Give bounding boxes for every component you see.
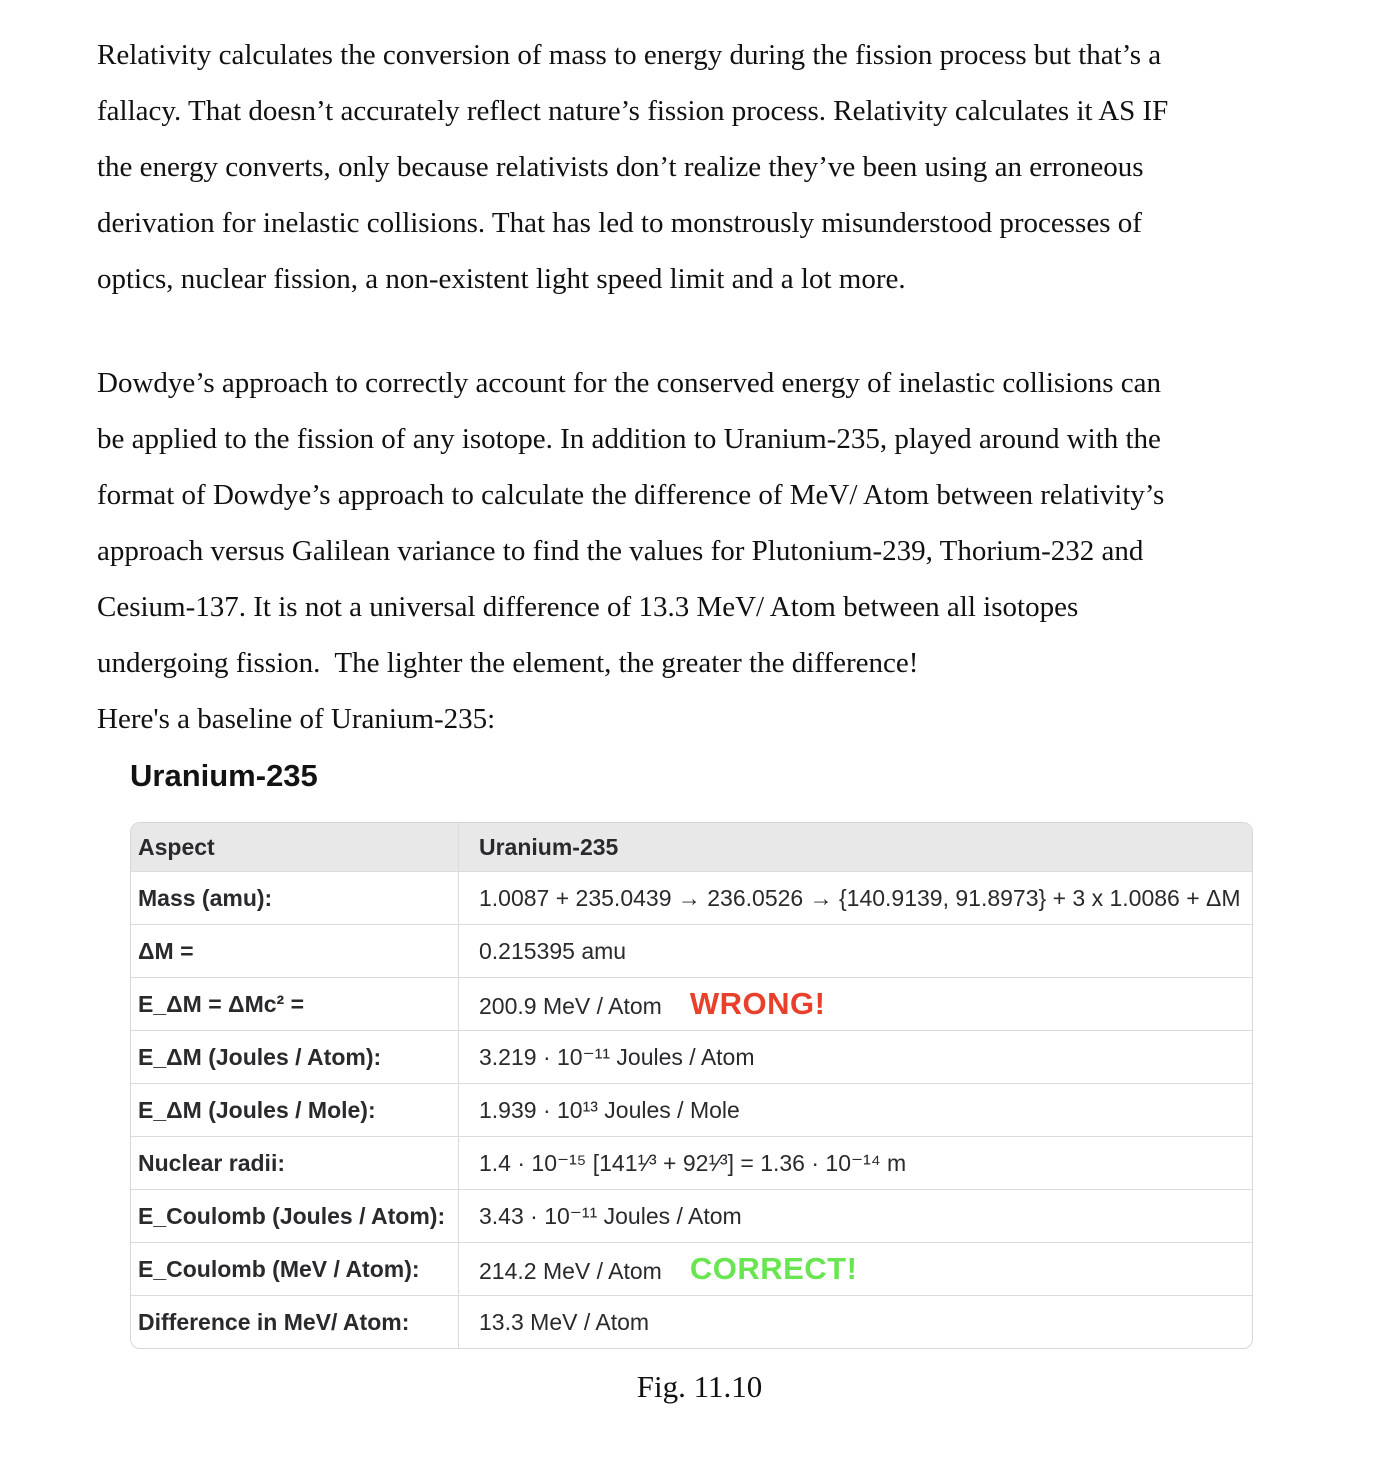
table-row <box>131 1136 1252 1189</box>
paragraph-1 <box>97 27 1302 307</box>
row-label: E_Coulomb (MeV / Atom): <box>131 1243 459 1295</box>
paragraph-2 <box>97 355 1302 747</box>
value-text: 200.9 MeV / Atom <box>479 993 662 1019</box>
row-label: E_Coulomb (Joules / Atom): <box>131 1190 459 1242</box>
row-label: Nuclear radii: <box>131 1137 459 1189</box>
figure-caption: Fig. 11.10 <box>636 1369 763 1404</box>
figure-block <box>97 757 1302 1409</box>
row-value <box>459 978 1252 1030</box>
row-label: E_ΔM (Joules / Atom): <box>131 1031 459 1083</box>
text-line: Cesium-137. It is not a universal difference of 13.3 MeV/ Atom between all isotopes <box>97 591 1079 623</box>
intro-line: Here's a baseline of Uranium-235: <box>97 703 496 735</box>
row-value <box>459 1137 1252 1189</box>
row-label: ΔM = <box>131 925 459 977</box>
text-line: derivation for inelastic collisions. That has led to monstrously misunderstood processes of <box>97 207 1142 239</box>
row-label: Difference in MeV/ Atom: <box>131 1296 459 1348</box>
table-row <box>131 924 1252 977</box>
value-text: 13.3 MeV / Atom <box>479 1309 650 1335</box>
table-header-row <box>131 823 1252 871</box>
row-value <box>459 1243 1252 1295</box>
value-text: 0.215395 amu <box>479 938 627 964</box>
header-value: Uranium-235 <box>479 834 619 860</box>
row-value <box>459 1190 1252 1242</box>
text-line: approach versus Galilean variance to find the values for Plutonium-239, Thorium-232 and <box>97 535 1144 567</box>
row-value <box>459 925 1252 977</box>
text-line: undergoing fission. The lighter the element, the greater the difference! <box>97 647 919 679</box>
correct-annotation: CORRECT! <box>689 1251 858 1286</box>
value-text: 1.0087 + 235.0439 → 236.0526 → {140.9139, 91.8973} + 3 x 1.0086 + ΔM <box>479 885 1241 911</box>
table-row <box>131 1030 1252 1083</box>
text-line: format of Dowdye’s approach to calculate the difference of MeV/ Atom between relativity’s <box>97 479 1165 511</box>
text-line: optics, nuclear fission, a non-existent light speed limit and a lot more. <box>97 263 906 295</box>
row-label: E_ΔM (Joules / Mole): <box>131 1084 459 1136</box>
row-value <box>459 1296 1252 1348</box>
value-text: 214.2 MeV / Atom <box>479 1258 662 1284</box>
row-value <box>459 1084 1252 1136</box>
table-title: Uranium-235 <box>130 758 318 793</box>
value-text: 3.219 · 10⁻¹¹ Joules / Atom <box>479 1044 755 1070</box>
text-line: be applied to the fission of any isotope. In addition to Uranium-235, played around with the <box>97 423 1161 455</box>
text-line: the energy converts, only because relativists don’t realize they’ve been using an erroneous <box>97 151 1144 183</box>
table-row <box>131 1295 1252 1348</box>
value-text: 3.43 · 10⁻¹¹ Joules / Atom <box>479 1203 742 1229</box>
uranium-table <box>130 822 1253 1349</box>
row-label: E_ΔM = ΔMc² = <box>131 978 459 1030</box>
value-text: 1.4 · 10⁻¹⁵ [141¹⁄³ + 92¹⁄³] = 1.36 · 10⁻¹⁴ m <box>479 1150 907 1176</box>
value-text: 1.939 · 10¹³ Joules / Mole <box>479 1097 740 1123</box>
wrong-annotation: WRONG! <box>689 986 826 1021</box>
text-line: Dowdye’s approach to correctly account for the conserved energy of inelastic collisions can <box>97 367 1162 399</box>
table-row <box>131 1189 1252 1242</box>
table-row <box>131 977 1252 1030</box>
table-row <box>131 1242 1252 1295</box>
text-line: Relativity calculates the conversion of mass to energy during the fission process but that’s a <box>97 39 1162 71</box>
header-aspect: Aspect <box>131 823 459 871</box>
row-value <box>459 1031 1252 1083</box>
text-line: fallacy. That doesn’t accurately reflect nature’s fission process. Relativity calculates it AS IF <box>97 95 1169 127</box>
row-value <box>459 872 1252 924</box>
table-row <box>131 1083 1252 1136</box>
row-label: Mass (amu): <box>131 872 459 924</box>
table-row <box>131 871 1252 924</box>
